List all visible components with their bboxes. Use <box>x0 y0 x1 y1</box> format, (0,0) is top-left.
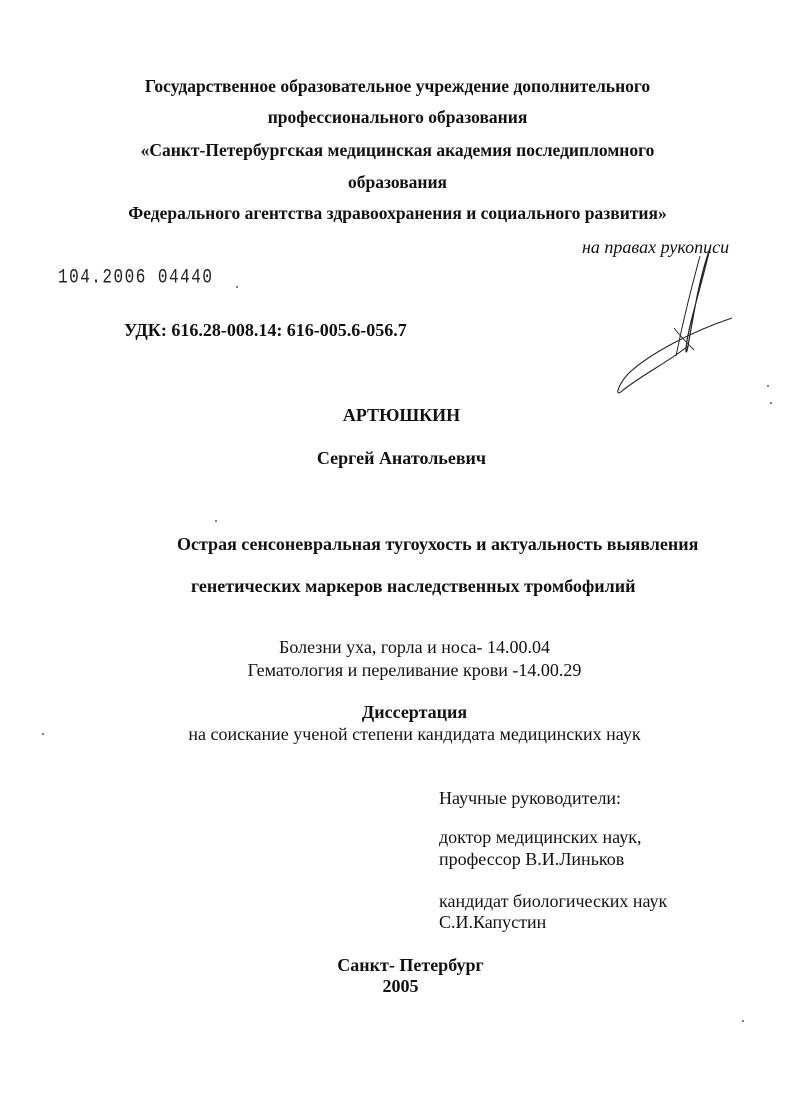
signature-icon <box>600 246 750 396</box>
dissertation-title-line-1: Острая сенсоневральная тугоухость и актуальность выявления <box>177 534 699 554</box>
footer-year: 2005 <box>382 976 419 996</box>
author-surname: АРТЮШКИН <box>342 405 461 425</box>
institution-line-2: профессионального образования <box>267 107 528 127</box>
supervisor-2-degree: кандидат биологических наук <box>439 891 668 911</box>
dissertation-heading: Диссертация <box>361 702 468 722</box>
institution-line-5: Федерального агентства здравоохранения и социального развития» <box>128 203 667 223</box>
institution-line-1: Государственное образовательное учреждение дополнительного <box>144 76 651 96</box>
scan-speck <box>215 520 217 522</box>
scan-speck <box>236 286 238 288</box>
scan-speck <box>770 402 772 404</box>
dissertation-title-line-2: генетических маркеров наследственных тромбофилий <box>191 576 636 596</box>
author-name: Сергей Анатольевич <box>316 448 487 468</box>
specialty-line-2: Гематология и переливание крови -14.00.29 <box>247 660 582 680</box>
udk-code: УДК: 616.28-008.14: 616-005.6-056.7 <box>124 320 407 340</box>
supervisor-1-degree: доктор медицинских наук, <box>439 827 642 847</box>
archive-stamp-number: 104.2006 04440 <box>58 266 214 289</box>
scan-speck <box>42 733 44 735</box>
specialty-line-1: Болезни уха, горла и носа- 14.00.04 <box>279 637 550 657</box>
supervisor-2-name: С.И.Капустин <box>439 912 547 932</box>
footer-city: Санкт- Петербург <box>337 955 484 975</box>
dissertation-subheading: на соискание ученой степени кандидата медицинских наук <box>188 724 641 744</box>
scan-speck <box>742 1020 744 1022</box>
scan-speck <box>767 385 769 387</box>
institution-line-3: «Санкт-Петербургская медицинская академия последипломного <box>140 140 655 160</box>
supervisor-1-name: профессор В.И.Линьков <box>439 849 625 869</box>
supervisors-heading: Научные руководители: <box>439 788 622 808</box>
institution-line-4: образования <box>347 172 448 192</box>
rights-note: на правах рукописи <box>582 237 730 257</box>
